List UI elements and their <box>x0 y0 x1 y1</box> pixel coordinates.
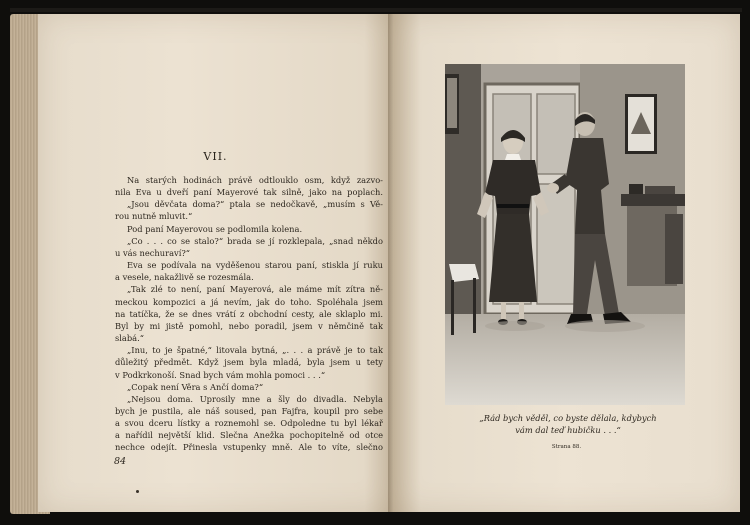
text-line: Eva se podívala na vyděšenou starou paní, stiskla jí ruku <box>127 260 383 271</box>
text-line: meckou kompozici a já nevím, jak do toho. Spoléhala jsem <box>115 296 383 307</box>
caption-line-1: „Rád bych věděl, co byste dělala, kdybych <box>479 413 657 423</box>
text-line: „Nejsou doma. Uprosily mne a šly do divadla. Nebyla <box>127 393 383 404</box>
text-line: nechce odejít. Přinesla vstupenky mně. Ale to víte, slečno <box>115 442 383 453</box>
text-line: rou nutně mluvit.“ <box>115 211 193 222</box>
illustration-drawing <box>445 64 685 405</box>
open-book <box>10 8 742 518</box>
text-line: na tatíčka, že se dnes vrátí z obchodní cesty, ale sklaplo mi. <box>115 308 383 319</box>
text-line: „Tak zlé to není, paní Mayerová, ale máme mít zítra ně- <box>127 284 383 295</box>
text-line: Na starých hodinách právě odtlouklo osm, když zazvo- <box>127 175 383 185</box>
illustration-caption <box>423 412 713 436</box>
page-reference: Strana 88. <box>551 444 582 450</box>
text-line: nila Eva u dveří paní Mayerové tak silně, jako na poplach. <box>115 187 383 198</box>
text-line: a vesele, nakažlivě se rozesmála. <box>115 272 254 283</box>
body-text <box>115 174 383 454</box>
illustration-woman-and-man-in-room <box>445 64 685 405</box>
text-line: v Podkrkonoší. Snad bych vám mohla pomoci . . .“ <box>115 369 326 380</box>
text-line: „Inu, to je špatné,“ litovala bytná, „. . . a právě je to tak <box>127 345 383 356</box>
text-line: u vás nechuraví?“ <box>115 247 191 258</box>
caption-line-2: vám dal teď hubičku . . .“ <box>515 425 621 435</box>
text-line: slabá.“ <box>115 333 144 344</box>
text-line: a svou dceru lístky a roznemohl se. Odpoledne tu byl lékař <box>115 418 383 429</box>
right-page <box>393 14 740 512</box>
text-line: a nařídil největší klid. Slečna Anežka pochopitelně od otce <box>115 430 383 441</box>
text-line: Byl by mi jistě pomohl, nebo poradil, jsem v němčině tak <box>115 320 383 331</box>
ink-speck <box>136 490 139 493</box>
text-line: „Co . . . co se stalo?“ brada se jí rozklepala, „snad někdo <box>127 235 383 246</box>
left-page <box>38 14 393 512</box>
page-number: 84 <box>114 456 127 467</box>
book-binding-edge <box>10 8 742 12</box>
text-line: bych je pustila, ale náš soused, pan Fajfra, koupil pro sebe <box>115 405 383 416</box>
text-line: „Jsou děvčata doma?“ ptala se nedočkavě, „musím s Vě- <box>127 199 383 210</box>
chapter-heading: VII. <box>203 150 228 163</box>
text-line: Pod paní Mayerovou se podlomila kolena. <box>127 223 303 234</box>
text-line: „Copak není Věra s Ančí doma?“ <box>127 381 264 392</box>
text-line: důležitý předmět. Když jsem byla mladá, byla jsem u tety <box>115 357 383 368</box>
